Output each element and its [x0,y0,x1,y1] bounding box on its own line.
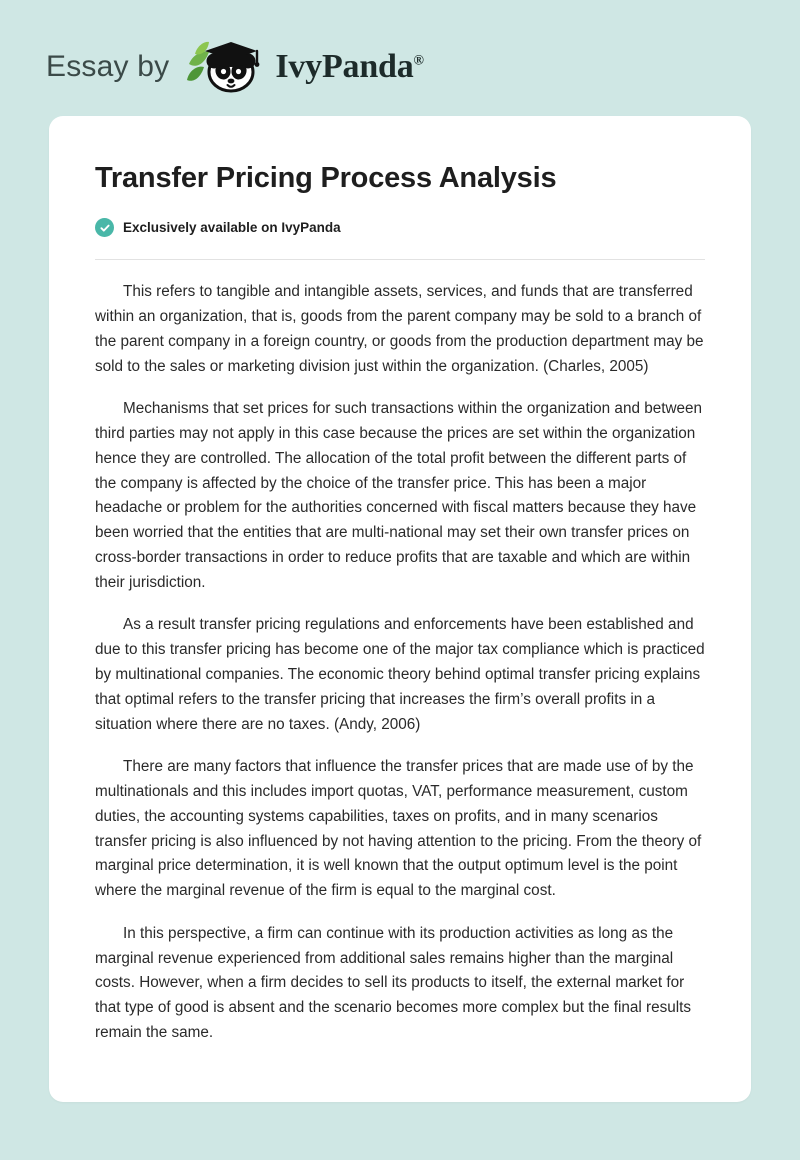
exclusivity-label: Exclusively available on IvyPanda [123,220,341,236]
essay-body [95,280,705,1045]
ivypanda-logo[interactable] [183,36,423,98]
document-card [49,116,751,1102]
title-divider [95,259,705,260]
essay-by-label: Essay by [46,50,170,83]
paragraph: There are many factors that influence the transfer prices that are made use of by the multinationals and this includes import quotas, VAT, performance measurement, custom duties, the accounting systems capabilities, taxes on profits, and in many scenarios transfer pricing is also influenced by not having attention to the pricing. From the theory of marginal price determination, it is well known that the output optimum level is the point where the marginal revenue of the firm is equal to the marginal cost. [95,758,702,900]
site-branding [0,0,800,116]
brand-name-text: IvyPanda [275,48,414,85]
paragraph: In this perspective, a firm can continue with its production activities as long as the marginal revenue experienced from additional sales remains higher than the marginal costs. However, when a firm decides to sell its products to itself, the external market for that type of good is absent and the scenario becomes more complex but the final results remain the same. [95,924,692,1041]
exclusivity-badge [95,218,705,237]
brand-name-label [275,48,423,86]
check-circle-icon [95,218,114,237]
paragraph: This refers to tangible and intangible assets, services, and funds that are transferred within an organization, that is, goods from the parent company may be sold to a branch of the parent company in a foreign country, or goods from the production department may be sold to the sales or marketing division just within the organization. (Charles, 2005) [95,283,704,375]
panda-graduation-cap-logo-icon [183,36,269,98]
paragraph: As a result transfer pricing regulations and enforcements have been established and due to this transfer pricing has become one of the major tax compliance which is practiced by multinational companies. The economic theory behind optimal transfer pricing explains that optimal refers to the transfer pricing that increases the firm’s overall profits in a situation where there are no taxes. (Andy, 2006) [95,616,705,733]
page-title: Transfer Pricing Process Analysis [95,162,557,194]
brand-trademark: ® [413,53,424,69]
paragraph: Mechanisms that set prices for such transactions within the organization and between third parties may not apply in this case because the prices are set within the organization hence they are controlled. The allocation of the total profit between the different parts of the company is affected by the choice of the transfer price. This has been a major headache or problem for the authorities concerned with fiscal matters because they have been worried that the entities that are multi-national may set their own transfer prices on cross-border transactions in order to reduce profits that are taxable and which are within their jurisdiction. [95,400,703,591]
